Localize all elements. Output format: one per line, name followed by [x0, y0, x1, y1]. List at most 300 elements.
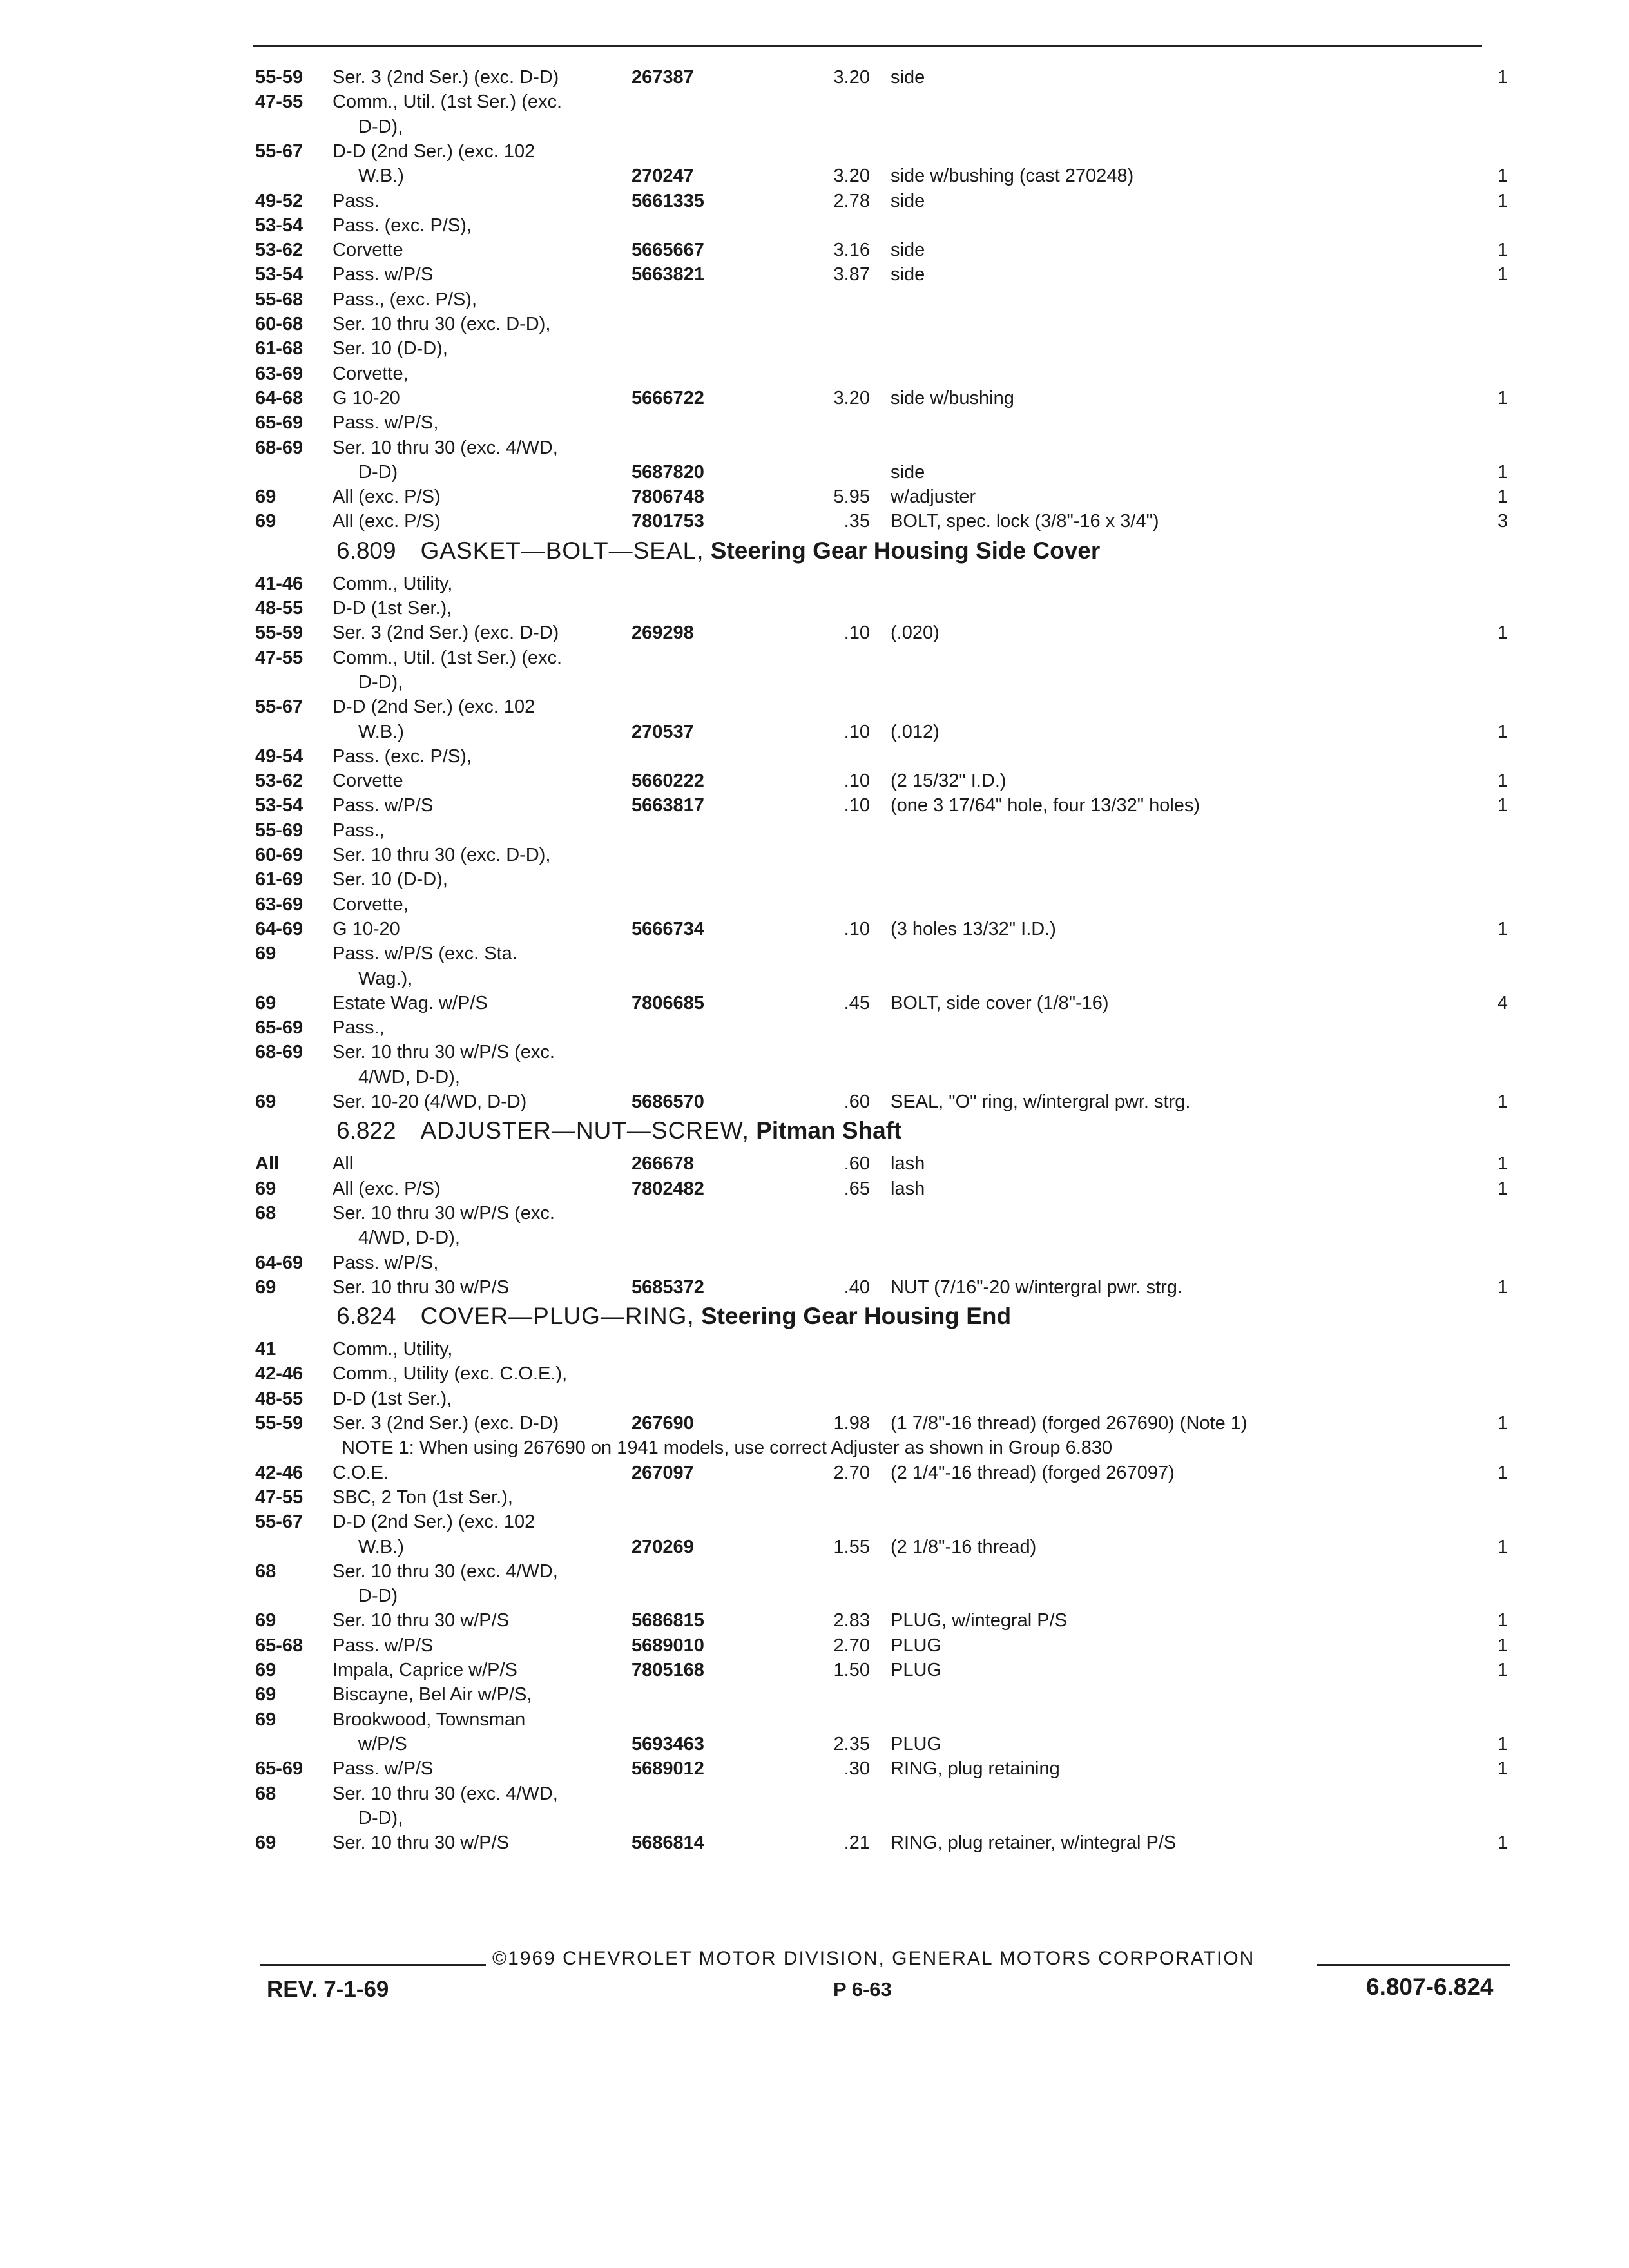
- model-year: All: [255, 1153, 280, 1175]
- copyright-text: ©1969 CHEVROLET MOTOR DIVISION, GENERAL MOTORS CORPORATION: [492, 1948, 1255, 1969]
- model: Comm., Util. (1st Ser.) (exc.: [333, 647, 563, 668]
- model: W.B.): [358, 1536, 404, 1557]
- quantity: 1: [1497, 918, 1508, 939]
- model-year: 55-67: [255, 140, 304, 162]
- model: Pass.: [333, 190, 380, 211]
- parts-row: [0, 1485, 1629, 1510]
- model: Ser. 10 thru 30 w/P/S (exc.: [333, 1202, 555, 1224]
- model: W.B.): [358, 166, 404, 187]
- model-year: 69: [255, 1684, 276, 1706]
- model-year: 65-69: [255, 1017, 304, 1039]
- model: Ser. 10 thru 30 (exc. 4/WD,: [333, 437, 558, 458]
- model-year: 69: [255, 1832, 276, 1854]
- revision-date: REV. 7-1-69: [267, 1977, 389, 2002]
- quantity: 1: [1497, 1635, 1508, 1656]
- description: (2 1/4"-16 thread) (forged 267097): [891, 1462, 1175, 1483]
- model: Ser. 3 (2nd Ser.) (exc. D-D): [333, 1413, 559, 1434]
- model: Pass.,: [333, 820, 385, 841]
- parts-row: [0, 1509, 1629, 1535]
- parts-row: [0, 1250, 1629, 1276]
- model: Ser. 3 (2nd Ser.) (exc. D-D): [333, 67, 559, 88]
- model-year: 68: [255, 1202, 276, 1224]
- quantity: 1: [1497, 1610, 1508, 1631]
- model-year: 60-69: [255, 845, 304, 865]
- model-year: 55-59: [255, 67, 304, 88]
- parts-row: [0, 941, 1629, 966]
- price: 1.50: [833, 1660, 870, 1680]
- model-year: 55-59: [255, 1413, 304, 1434]
- price: 3.20: [833, 166, 870, 187]
- parts-row: [0, 1534, 1629, 1560]
- parts-row: [0, 768, 1629, 794]
- parts-row: [0, 163, 1629, 189]
- description: (.020): [891, 622, 940, 644]
- model-year: 41-46: [255, 573, 304, 594]
- model: w/P/S: [358, 1733, 407, 1754]
- model: D-D),: [358, 1807, 403, 1829]
- part-number: 5686814: [631, 1832, 704, 1854]
- parts-row: [0, 1756, 1629, 1782]
- model: W.B.): [358, 721, 404, 742]
- parts-row: [0, 1064, 1629, 1090]
- price: 1.55: [833, 1536, 870, 1557]
- footer-rule-left: [260, 1964, 486, 1966]
- model-year: 69: [255, 1276, 276, 1298]
- parts-row: [0, 645, 1629, 671]
- parts-row: [0, 1657, 1629, 1683]
- note-line: [0, 1435, 1629, 1461]
- model-year: 69: [255, 511, 276, 532]
- part-number: 5663817: [631, 795, 704, 816]
- parts-row: [0, 508, 1629, 534]
- model-year: 53-62: [255, 771, 304, 792]
- price: 5.95: [833, 486, 870, 508]
- parts-row: [0, 114, 1629, 140]
- section-heading-6822: [336, 1115, 901, 1147]
- price: 2.35: [833, 1733, 870, 1754]
- part-number: 5660222: [631, 771, 704, 792]
- model-year: 55-67: [255, 697, 304, 718]
- description: side: [891, 264, 925, 285]
- parts-row: [0, 1731, 1629, 1757]
- part-number: 7806685: [631, 992, 704, 1014]
- description: side: [891, 190, 925, 211]
- model: Comm., Utility (exc. C.O.E.),: [333, 1363, 568, 1385]
- quantity: 1: [1497, 1276, 1508, 1298]
- quantity: 1: [1497, 240, 1508, 261]
- price: .60: [843, 1091, 870, 1112]
- model-year: 53-54: [255, 264, 304, 285]
- price: 2.70: [833, 1635, 870, 1656]
- parts-row: [0, 1274, 1629, 1300]
- model-year: 64-69: [255, 1252, 304, 1273]
- part-number: 5689012: [631, 1758, 704, 1780]
- section-heading-6809: [336, 535, 1100, 567]
- model: All: [333, 1153, 354, 1175]
- parts-row: [0, 1781, 1629, 1807]
- model: Pass. w/P/S: [333, 1635, 434, 1656]
- parts-row: [0, 571, 1629, 597]
- model: Comm., Utility,: [333, 1339, 453, 1360]
- price: .10: [843, 918, 870, 939]
- price: .10: [843, 771, 870, 792]
- quantity: 1: [1497, 1413, 1508, 1434]
- section-title: GASKET—BOLT—SEAL,: [420, 537, 704, 564]
- model-year: 53-54: [255, 795, 304, 816]
- model-year: 55-59: [255, 622, 304, 644]
- part-number: 5666734: [631, 918, 704, 939]
- model: Ser. 10 thru 30 w/P/S: [333, 1832, 510, 1854]
- quantity: 1: [1497, 1832, 1508, 1854]
- model-year: 55-67: [255, 1512, 304, 1533]
- price: 2.83: [833, 1610, 870, 1631]
- model: Pass. w/P/S: [333, 795, 434, 816]
- model: SBC, 2 Ton (1st Ser.),: [333, 1486, 513, 1508]
- quantity: 1: [1497, 1462, 1508, 1483]
- description: lash: [891, 1178, 925, 1199]
- section-title: ADJUSTER—NUT—SCREW,: [420, 1117, 749, 1144]
- model-year: 53-54: [255, 215, 304, 236]
- model: C.O.E.: [333, 1462, 389, 1483]
- model-year: 65-69: [255, 1758, 304, 1780]
- section-number: 6.809: [336, 537, 396, 564]
- model: Pass.,: [333, 1017, 385, 1039]
- model-year: 69: [255, 1178, 276, 1199]
- model: D-D (1st Ser.),: [333, 598, 452, 619]
- part-number: 5687820: [631, 461, 704, 483]
- description: (.012): [891, 721, 940, 742]
- model: Ser. 10 thru 30 w/P/S: [333, 1276, 510, 1298]
- model: Pass. w/P/S,: [333, 1252, 439, 1273]
- model: Corvette,: [333, 363, 409, 384]
- model-year: 60-68: [255, 314, 304, 334]
- description: (2 15/32" I.D.): [891, 771, 1007, 792]
- parts-row: [0, 620, 1629, 646]
- parts-row: [0, 188, 1629, 214]
- parts-row: [0, 595, 1629, 621]
- parts-row: [0, 1089, 1629, 1115]
- quantity: 1: [1497, 1153, 1508, 1175]
- model-year: 65-69: [255, 412, 304, 434]
- model-year: 53-62: [255, 240, 304, 261]
- model-year: 69: [255, 486, 276, 508]
- model-year: 63-69: [255, 894, 304, 915]
- parts-row: [0, 213, 1629, 238]
- model: G 10-20: [333, 387, 400, 408]
- parts-row: [0, 966, 1629, 992]
- model-year: 49-52: [255, 190, 304, 211]
- description: side: [891, 67, 925, 88]
- note-text: NOTE 1: When using 267690 on 1941 models, use correct Adjuster as shown in Group 6.830: [342, 1437, 1113, 1459]
- model: Pass. w/P/S: [333, 1758, 434, 1780]
- price: .10: [843, 795, 870, 816]
- description: side w/bushing: [891, 387, 1014, 408]
- model-year: 69: [255, 1610, 276, 1631]
- section-heading-6824: [336, 1300, 1011, 1332]
- description: (one 3 17/64" hole, four 13/32" holes): [891, 795, 1200, 816]
- part-number: 5686570: [631, 1091, 704, 1112]
- section-subtitle: Pitman Shaft: [756, 1117, 902, 1144]
- parts-row: [0, 867, 1629, 892]
- parts-row: [0, 361, 1629, 387]
- parts-row: [0, 892, 1629, 918]
- part-number: 5666722: [631, 387, 704, 408]
- model-year: 42-46: [255, 1462, 304, 1483]
- parts-row: [0, 1151, 1629, 1177]
- parts-row: [0, 1460, 1629, 1486]
- model: Corvette,: [333, 894, 409, 915]
- part-number: 5661335: [631, 190, 704, 211]
- model-year: 68: [255, 1561, 276, 1582]
- model-year: 41: [255, 1339, 276, 1360]
- model-year: 47-55: [255, 1486, 304, 1508]
- model-year: 49-54: [255, 745, 304, 767]
- parts-row: [0, 262, 1629, 287]
- model: Ser. 10 thru 30 w/P/S (exc.: [333, 1042, 555, 1063]
- model-year: 61-68: [255, 338, 304, 360]
- parts-row: [0, 1386, 1629, 1412]
- parts-row: [0, 1707, 1629, 1733]
- model: Comm., Util. (1st Ser.) (exc.: [333, 91, 563, 113]
- price: .40: [843, 1276, 870, 1298]
- quantity: 1: [1497, 461, 1508, 483]
- description: side w/bushing (cast 270248): [891, 166, 1134, 187]
- model-year: 48-55: [255, 598, 304, 619]
- part-number: 267387: [631, 67, 694, 88]
- description: (2 1/8"-16 thread): [891, 1536, 1037, 1557]
- quantity: 1: [1497, 1091, 1508, 1112]
- model-year: 65-68: [255, 1635, 304, 1656]
- section-number: 6.824: [336, 1303, 396, 1330]
- description: RING, plug retainer, w/integral P/S: [891, 1832, 1177, 1854]
- group-range: 6.807-6.824: [1366, 1974, 1494, 2000]
- model: Estate Wag. w/P/S: [333, 992, 488, 1014]
- model-year: 63-69: [255, 363, 304, 384]
- section-title: COVER—PLUG—RING,: [420, 1303, 695, 1330]
- parts-row: [0, 336, 1629, 361]
- model-year: 48-55: [255, 1388, 304, 1409]
- description: w/adjuster: [891, 486, 976, 508]
- quantity: 3: [1497, 511, 1508, 532]
- model: Ser. 10 thru 30 (exc. D-D),: [333, 845, 551, 865]
- parts-row: [0, 1225, 1629, 1251]
- footer-rule-right: [1317, 1964, 1510, 1966]
- price: .45: [843, 992, 870, 1014]
- parts-row: [0, 818, 1629, 843]
- model: Brookwood, Townsman: [333, 1709, 526, 1730]
- price: .30: [843, 1758, 870, 1780]
- model: D-D (2nd Ser.) (exc. 102: [333, 140, 535, 162]
- quantity: 1: [1497, 771, 1508, 792]
- part-number: 5693463: [631, 1733, 704, 1754]
- price: 3.20: [833, 67, 870, 88]
- parts-row: [0, 64, 1629, 90]
- parts-row: [0, 1608, 1629, 1633]
- quantity: 1: [1497, 622, 1508, 644]
- part-number: 267690: [631, 1413, 694, 1434]
- part-number: 266678: [631, 1153, 694, 1175]
- model: Ser. 10 (D-D),: [333, 869, 448, 890]
- parts-row: [0, 719, 1629, 745]
- model: Pass. w/P/S,: [333, 412, 439, 434]
- parts-row: [0, 484, 1629, 510]
- model: Wag.),: [358, 968, 413, 989]
- model-year: 69: [255, 1709, 276, 1730]
- model-year: 47-55: [255, 91, 304, 113]
- parts-row: [0, 694, 1629, 720]
- parts-row: [0, 1633, 1629, 1658]
- model: D-D),: [358, 116, 403, 137]
- quantity: 1: [1497, 1178, 1508, 1199]
- model: D-D (2nd Ser.) (exc. 102: [333, 1512, 535, 1533]
- footer-copyright-line: [260, 1946, 1510, 1972]
- page-number: P 6-63: [833, 1978, 892, 2001]
- model-year: 69: [255, 943, 276, 965]
- description: RING, plug retaining: [891, 1758, 1060, 1780]
- model: Ser. 10-20 (4/WD, D-D): [333, 1091, 527, 1112]
- description: (1 7/8"-16 thread) (forged 267690) (Note 1): [891, 1413, 1248, 1434]
- price: .10: [843, 622, 870, 644]
- parts-row: [0, 1682, 1629, 1707]
- description: NUT (7/16"-20 w/intergral pwr. strg.: [891, 1276, 1182, 1298]
- model-year: 64-69: [255, 918, 304, 939]
- model: 4/WD, D-D),: [358, 1066, 460, 1088]
- price: .65: [843, 1178, 870, 1199]
- model-year: 68-69: [255, 437, 304, 458]
- quantity: 1: [1497, 166, 1508, 187]
- model: Comm., Utility,: [333, 573, 453, 594]
- parts-row: [0, 1039, 1629, 1065]
- quantity: 1: [1497, 1660, 1508, 1680]
- part-number: 267097: [631, 1462, 694, 1483]
- parts-row: [0, 669, 1629, 695]
- price: .35: [843, 511, 870, 532]
- model: Ser. 3 (2nd Ser.) (exc. D-D): [333, 622, 559, 644]
- model: All (exc. P/S): [333, 486, 441, 508]
- model: Corvette: [333, 240, 403, 261]
- model: D-D),: [358, 671, 403, 693]
- model-year: 64-68: [255, 387, 304, 408]
- quantity: 1: [1497, 387, 1508, 408]
- price: .10: [843, 721, 870, 742]
- parts-row: [0, 1410, 1629, 1436]
- description: side: [891, 461, 925, 483]
- section-subtitle: Steering Gear Housing Side Cover: [710, 537, 1101, 564]
- top-rule: [253, 45, 1482, 47]
- parts-row: [0, 287, 1629, 312]
- part-number: 5665667: [631, 240, 704, 261]
- model-year: 68: [255, 1783, 276, 1804]
- part-number: 7801753: [631, 511, 704, 532]
- price: 3.20: [833, 387, 870, 408]
- model: Pass. (exc. P/S),: [333, 745, 472, 767]
- model-year: 61-69: [255, 869, 304, 890]
- quantity: 1: [1497, 486, 1508, 508]
- description: PLUG: [891, 1660, 941, 1680]
- parts-row: [0, 793, 1629, 818]
- quantity: 1: [1497, 1733, 1508, 1754]
- model-year: 47-55: [255, 647, 304, 668]
- model: Biscayne, Bel Air w/P/S,: [333, 1684, 532, 1706]
- model-year: 69: [255, 1660, 276, 1680]
- part-number: 269298: [631, 622, 694, 644]
- section-number: 6.822: [336, 1117, 396, 1144]
- part-number: 270269: [631, 1536, 694, 1557]
- model: Corvette: [333, 771, 403, 792]
- section-subtitle: Steering Gear Housing End: [701, 1303, 1012, 1330]
- model-year: 69: [255, 1091, 276, 1112]
- model: Pass., (exc. P/S),: [333, 289, 477, 310]
- model-year: 42-46: [255, 1363, 304, 1385]
- quantity: 1: [1497, 67, 1508, 88]
- parts-row: [0, 89, 1629, 115]
- parts-row: [0, 1176, 1629, 1202]
- price: .60: [843, 1153, 870, 1175]
- parts-row: [0, 237, 1629, 263]
- part-number: 5663821: [631, 264, 704, 285]
- parts-row: [0, 1336, 1629, 1362]
- model: Ser. 10 thru 30 (exc. D-D),: [333, 314, 551, 334]
- model: Pass. w/P/S: [333, 264, 434, 285]
- model: All (exc. P/S): [333, 511, 441, 532]
- parts-row: [0, 916, 1629, 942]
- price: 1.98: [833, 1413, 870, 1434]
- quantity: 1: [1497, 721, 1508, 742]
- quantity: 1: [1497, 1536, 1508, 1557]
- part-number: 7805168: [631, 1660, 704, 1680]
- model: D-D): [358, 1586, 398, 1607]
- model: Pass. (exc. P/S),: [333, 215, 472, 236]
- description: side: [891, 240, 925, 261]
- description: PLUG: [891, 1733, 941, 1754]
- parts-row: [0, 139, 1629, 164]
- description: PLUG, w/integral P/S: [891, 1610, 1067, 1631]
- parts-row: [0, 1015, 1629, 1041]
- description: BOLT, spec. lock (3/8"-16 x 3/4"): [891, 511, 1159, 532]
- parts-row: [0, 744, 1629, 769]
- parts-row: [0, 311, 1629, 337]
- description: BOLT, side cover (1/8"-16): [891, 992, 1109, 1014]
- parts-row: [0, 1583, 1629, 1609]
- model: Ser. 10 thru 30 w/P/S: [333, 1610, 510, 1631]
- part-number: 7806748: [631, 486, 704, 508]
- quantity: 1: [1497, 1758, 1508, 1780]
- description: PLUG: [891, 1635, 941, 1656]
- parts-row: [0, 1361, 1629, 1387]
- description: SEAL, "O" ring, w/intergral pwr. strg.: [891, 1091, 1191, 1112]
- model-year: 68-69: [255, 1042, 304, 1063]
- description: lash: [891, 1153, 925, 1175]
- parts-row: [0, 410, 1629, 436]
- model: G 10-20: [333, 918, 400, 939]
- parts-row: [0, 1805, 1629, 1831]
- parts-row: [0, 990, 1629, 1016]
- parts-row: [0, 842, 1629, 868]
- model: Pass. w/P/S (exc. Sta.: [333, 943, 517, 965]
- parts-row: [0, 1200, 1629, 1226]
- part-number: 7802482: [631, 1178, 704, 1199]
- part-number: 5689010: [631, 1635, 704, 1656]
- model: D-D (1st Ser.),: [333, 1388, 452, 1409]
- parts-row: [0, 385, 1629, 411]
- parts-row: [0, 459, 1629, 485]
- price: 2.70: [833, 1462, 870, 1483]
- model: Ser. 10 (D-D),: [333, 338, 448, 360]
- quantity: 1: [1497, 795, 1508, 816]
- model-year: 69: [255, 992, 276, 1014]
- model: D-D (2nd Ser.) (exc. 102: [333, 697, 535, 718]
- part-number: 5686815: [631, 1610, 704, 1631]
